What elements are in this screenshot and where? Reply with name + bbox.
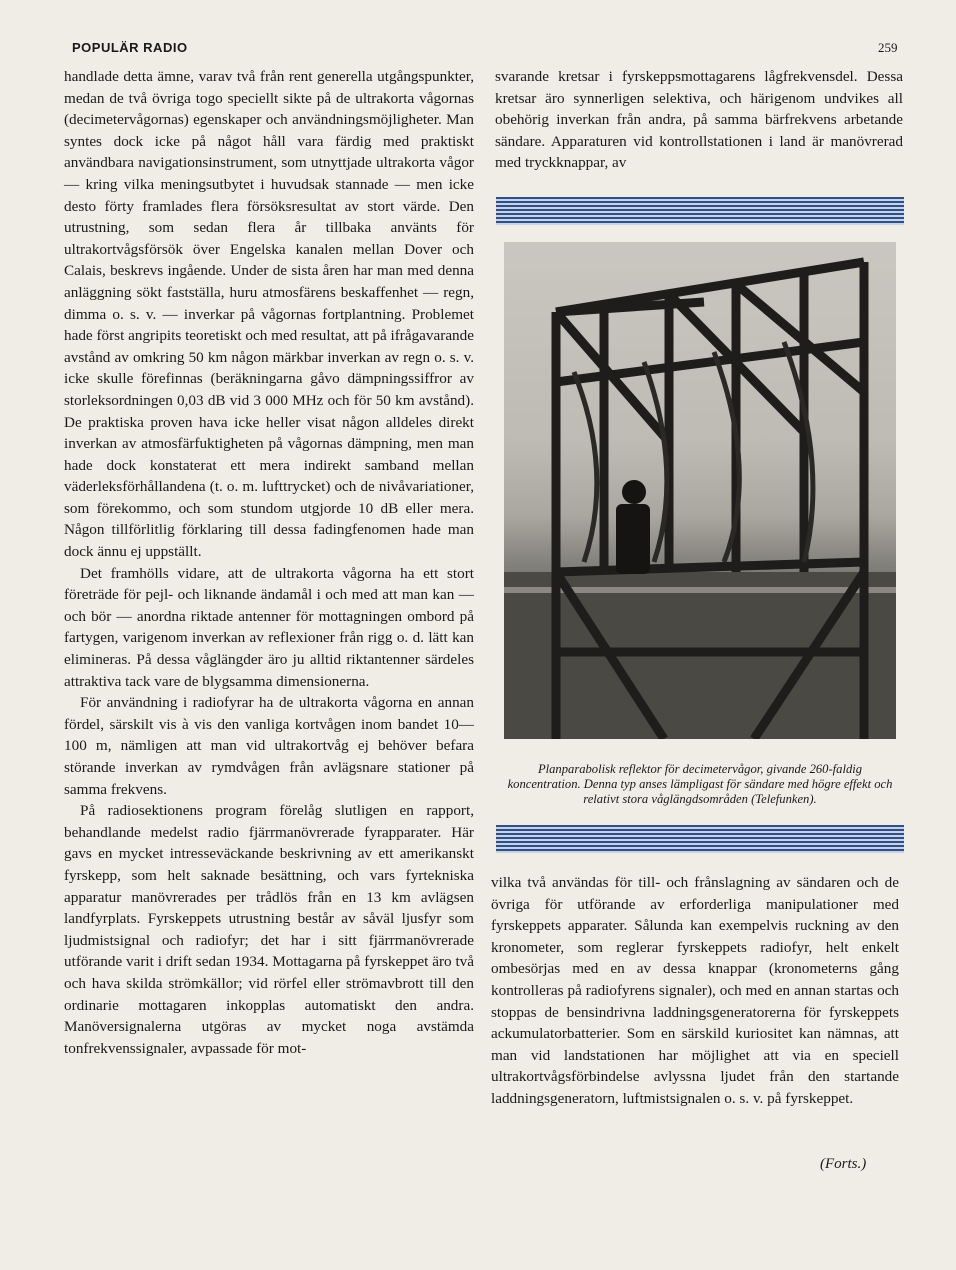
left-column xyxy=(64,66,474,1059)
page-number: 259 xyxy=(878,40,898,55)
decorative-rule-bottom xyxy=(496,825,904,853)
right-column-top xyxy=(495,66,903,174)
paragraph: vilka två användas för till- och frånslagning av sändaren och de övriga för utförande av erforderliga manipulationer med fyrskeppets apparater. Sålunda kan exempelvis ruckning av den kronometer, som reglerar fyrskeppets radiofyr, helt enkelt ombesörjas med en av dessa knappar (kronometerns gång kontrolleras på radiofyrens signaler), och med en annan startas och stoppas de bensindrivna laddningsgeneratorerna för fyrskeppets ackumulatorbatterier. Som en särskild kuriositet kan nämnas, att man vid landstationen har möjlighet att via en speciell ultrakortvågsförbindelse avlyssna ljudet från den startande laddningsgeneratorn, luftmistsignalen o. s. v. på fyrskeppet. xyxy=(491,874,899,1107)
decorative-rule-top xyxy=(496,197,904,225)
continued-note: (Forts.) xyxy=(820,1156,867,1172)
person-silhouette xyxy=(616,480,650,574)
figure-photo-reflector xyxy=(504,242,896,739)
paragraph: handlade detta ämne, varav två från rent generella utgångspunkter, medan de två övriga togo speciellt sikte på de ultrakorta vågornas (decimetervågornas) egenskaper och användningsmöjligheter. Man syntes dock icke på något håll vara färdig med praktiskt användbara navigationsinstrument, som utnyttjade ultrakorta vågor — kring vilka meningsutbytet i huvudsak stannade — men icke desto förty framlades flera försöksresultat av stort värde. Den utrustning, som sedan flera år tillbaka använts för ultrakortvågsförsök över Engelska kanalen mellan Dover och Calais, beskrevs ingående. Under de sista åren har man med denna anläggning sökt fastställa, huru atmosfärens beskaffenhet — regn, dimma o. s. v. — inverkar på vågornas fortplantning. Problemet hade först angripits teoretiskt och med resultat, att på ifrågavarande avstånd av omkring 50 km någon märkbar inverkan av regn o. s. v. icke skulle förefinnas (beräkningarna gåvo dämpningssiffror av storleksordningen 0,03 dB vid 3 000 MHz och för 50 km avstånd). De praktiska proven hava icke heller visat någon alldeles direkt inverkan av atmosfärfuktigheten på vågornas dämpning, men man hade dock konstaterat ett mera indirekt samband mellan väderleksförhållandena (t. o. m. lufttrycket) och de nivåvariationer, som förekommo, och som stundom utgjorde 10 dB eller mera. Någon tillförlitlig förklaring till dessa fadingfenomen hade man dock ännu ej uppställt. xyxy=(64,68,474,561)
paragraph: svarande kretsar i fyrskeppsmottagarens lågfrekvensdel. Dessa kretsar äro synnerligen selektiva, och härigenom undvikes all obehörig inverkan från andra, på samma bärfrekvens arbetande sändare. Apparaturen vid kontrollstationen i land är manövrerad med tryckknappar, av xyxy=(495,68,903,172)
paragraph: För användning i radiofyrar ha de ultrakorta vågorna en annan fördel, särskilt vis à vis den vanliga kortvågen inom bandet 10—100 m, nämligen att man vid ultrakortvåg ej behöver befara störande inverkan av rymdvågen från avlägsnare stationer på samma frekvens. xyxy=(64,694,474,798)
paragraph: Det framhölls vidare, att de ultrakorta vågorna ha ett stort företräde för pejl- och liknande ändamål i och med att man kan — och bör — anordna riktade antenner för mottagningen ombord på fartygen, varigenom inverkan av reflexioner från rigg o. d. lätt kan elimineras. På dessa våglängder äro ju alltid riktantenner särdeles attraktiva tack vare de blygsamma dimensionerna. xyxy=(64,564,474,690)
right-column-bottom xyxy=(491,872,899,1110)
figure-caption: Planparabolisk reflektor för decimetervågor, givande 260-faldig koncentration. Denna typ anses lämpligast för sändare med högre effekt och relativt stora våglängdsområden (Telefunken). xyxy=(507,762,893,806)
running-header-title: POPULÄR RADIO xyxy=(72,40,188,55)
paragraph: På radiosektionens program förelåg slutligen en rapport, behandlande medelst radio fjärrmanövrerade fyrapparater. Här gavs en mycket intresseväckande beskrivning av ett amerikanskt fyrskepp, som helt saknade besättning, och vars fyrtekniska apparatur manövrerades per trådlös från en 13 km avlägsen landfyrplats. Fyrskeppets utrustning består av såväl ljusfyr som ljudmistsignal och radiofyr; det har i sitt fjärrmanövrerade utförande varit i drift sedan 1934. Mottagarna på fyrskeppet äro två och hava skilda strömkällor; vid rörfel eller strömavbrott till den ordinarie mottagaren inkopplas automatiskt den andra. Manöversignalerna utgöras av mycket noga avstämda tonfrekvenssignaler, avpassade för mot- xyxy=(64,802,474,1057)
reflector-illustration xyxy=(504,242,896,739)
